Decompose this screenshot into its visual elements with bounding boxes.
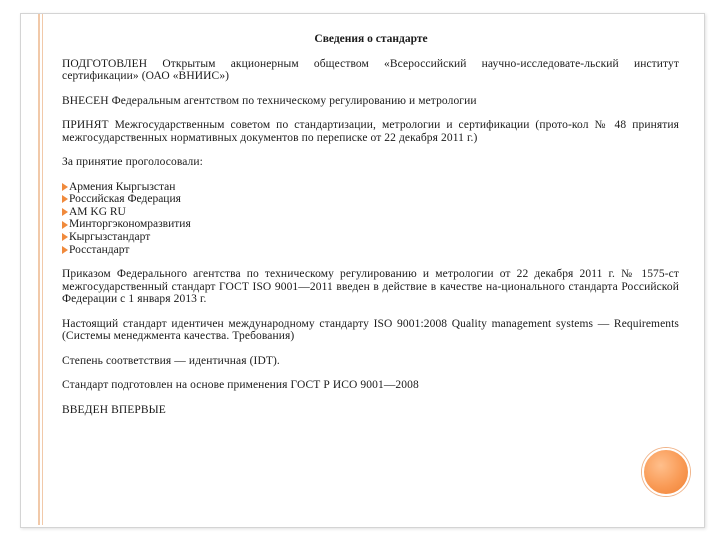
voters-list	[62, 181, 679, 257]
decorative-line-thin	[42, 14, 43, 525]
arrow-bullet-icon	[62, 183, 68, 191]
list-item: Росстандарт	[62, 243, 679, 256]
prepared-paragraph: ПОДГОТОВЛЕН Открытым акционерным обществом «Всероссийский научно-исследовате-льский институт сертификации» (ОАО «ВНИИС»)	[62, 57, 679, 82]
identical-paragraph: Настоящий стандарт идентичен международному стандарту ISO 9001:2008 Quality management systems — Requirements (Системы менеджмента качества. Требования)	[62, 317, 679, 343]
list-item: Кыргызстандарт	[62, 231, 679, 244]
decorative-line	[38, 14, 40, 525]
list-item: AM KG RU	[62, 206, 679, 219]
list-item: Минторгэкономразвития	[62, 218, 679, 231]
first-time-paragraph: ВВЕДЕН ВПЕРВЫЕ	[62, 403, 166, 416]
basis-paragraph: Стандарт подготовлен на основе применения ГОСТ Р ИСО 9001—2008	[62, 379, 419, 392]
list-item: Армения Кыргызстан	[62, 181, 679, 194]
list-item: Российская Федерация	[62, 193, 679, 206]
conformity-paragraph: Степень соответствия — идентичная (IDT).	[62, 354, 280, 367]
adopted-paragraph: ПРИНЯТ Межгосударственным советом по стандартизации, метрологии и сертификации (прото-кол № 48 принятия межгосударственных нормативных документов по переписке от 22 декабря 2011 г.)	[62, 119, 679, 144]
arrow-bullet-icon	[62, 246, 68, 254]
voted-for-label: За принятие проголосовали:	[62, 156, 203, 168]
orange-circle-decoration	[642, 448, 690, 496]
arrow-bullet-icon	[62, 233, 68, 241]
submitted-paragraph: ВНЕСЕН Федеральным агентством по техническому регулированию и метрологии	[62, 94, 477, 107]
arrow-bullet-icon	[62, 208, 68, 216]
arrow-bullet-icon	[62, 195, 68, 203]
order-paragraph: Приказом Федерального агентства по техническому регулированию и метрологии от 22 декабря 2011 г. № 1575-ст межгосударственный стандарт ГОСТ ISO 9001—2011 введен в действие в качестве на-ционального стандарта Российской Федерации с 1 января 2013 г.	[62, 268, 679, 306]
document-body	[62, 33, 679, 428]
arrow-bullet-icon	[62, 221, 68, 229]
page-title: Сведения о стандарте	[314, 33, 428, 45]
